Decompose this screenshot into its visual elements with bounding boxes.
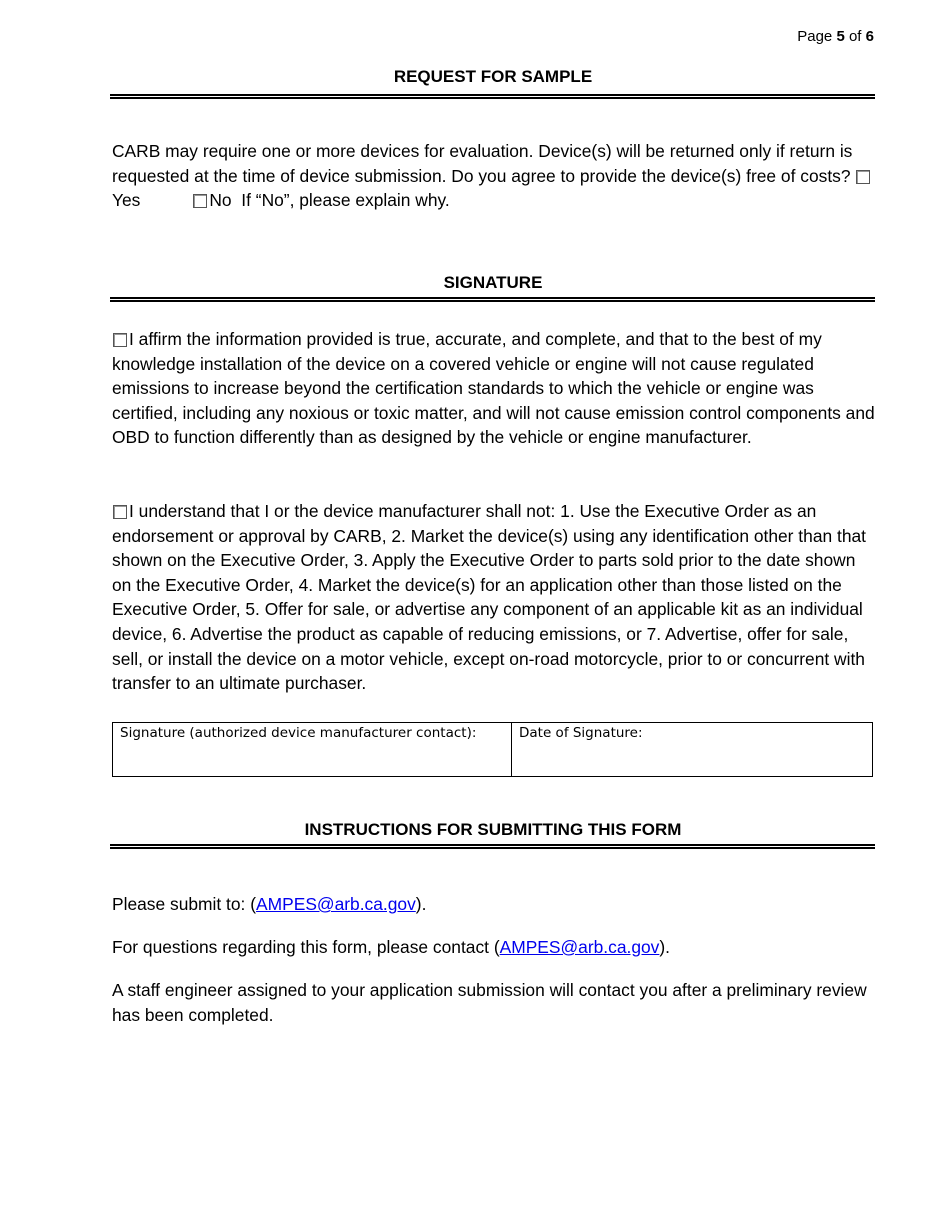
instructions-rule — [110, 844, 875, 847]
understand-checkbox[interactable] — [113, 505, 127, 519]
page-number: Page 5 of 6 — [797, 28, 874, 45]
no-checkbox[interactable] — [193, 194, 207, 208]
staff-paragraph: A staff engineer assigned to your application submission will contact you after a preliminary review has been completed. — [112, 980, 867, 1025]
questions-email-link[interactable]: AMPES@arb.ca.gov — [499, 937, 660, 957]
explain-text: If “No”, please explain why. — [241, 190, 450, 211]
submit-paragraph: Please submit to: (AMPES@arb.ca.gov). — [112, 894, 427, 914]
date-label: Date of Signature: — [519, 725, 643, 741]
signature-field[interactable] — [113, 723, 512, 777]
understand-paragraph — [112, 499, 877, 696]
request-sample-rule — [110, 94, 875, 97]
signature-rule — [110, 297, 875, 300]
request-sample-text: CARB may require one or more devices for evaluation. Device(s) will be returned only if return is requested at the time of device submission. Do you agree to provide the device(s) free of costs? — [112, 141, 853, 186]
submit-email-link[interactable]: AMPES@arb.ca.gov — [256, 894, 416, 914]
affirm-text: I affirm the information provided is true, accurate, and complete, and that to the best of my knowledge installation of the device on a covered vehicle or engine will not cause regulated emissions to increase beyond the certification standards to which the vehicle or engine was certified, including any noxious or toxic matter, and will not cause emission control components and OBD to function differently than as designed by the vehicle or engine manufacturer. — [112, 329, 875, 448]
no-label: No — [209, 190, 232, 211]
yes-label: Yes — [112, 190, 141, 211]
signature-label: Signature (authorized device manufacturer contact): — [120, 725, 477, 741]
affirm-checkbox[interactable] — [113, 333, 127, 347]
request-sample-heading: REQUEST FOR SAMPLE — [393, 67, 593, 86]
affirm-paragraph — [112, 327, 877, 450]
signature-heading: SIGNATURE — [443, 273, 543, 292]
signature-table — [112, 722, 873, 777]
request-sample-paragraph — [112, 139, 877, 213]
understand-text: I understand that I or the device manufacturer shall not: 1. Use the Executive Order as an endorsement or approval by CARB, 2. Market the device(s) using any identification other than that shown on the Executive Order, 3. Apply the Executive Order to parts sold prior to the date shown on the Executive Order, 4. Market the device(s) for an application other than those listed on the Executive Order, 5. Offer for sale, or advertise any component of an applicable kit as an individual device, 6. Advertise the product as capable of reducing emissions, or 7. Advertise, offer for sale, sell, or install the device on a motor vehicle, except on-road motorcycle, prior to or concurrent with transfer to an ultimate purchaser. — [112, 501, 866, 694]
yes-checkbox[interactable] — [856, 170, 870, 184]
questions-paragraph: For questions regarding this form, please contact (AMPES@arb.ca.gov). — [112, 937, 670, 957]
instructions-heading: INSTRUCTIONS FOR SUBMITTING THIS FORM — [304, 820, 682, 839]
date-field[interactable] — [512, 723, 873, 777]
